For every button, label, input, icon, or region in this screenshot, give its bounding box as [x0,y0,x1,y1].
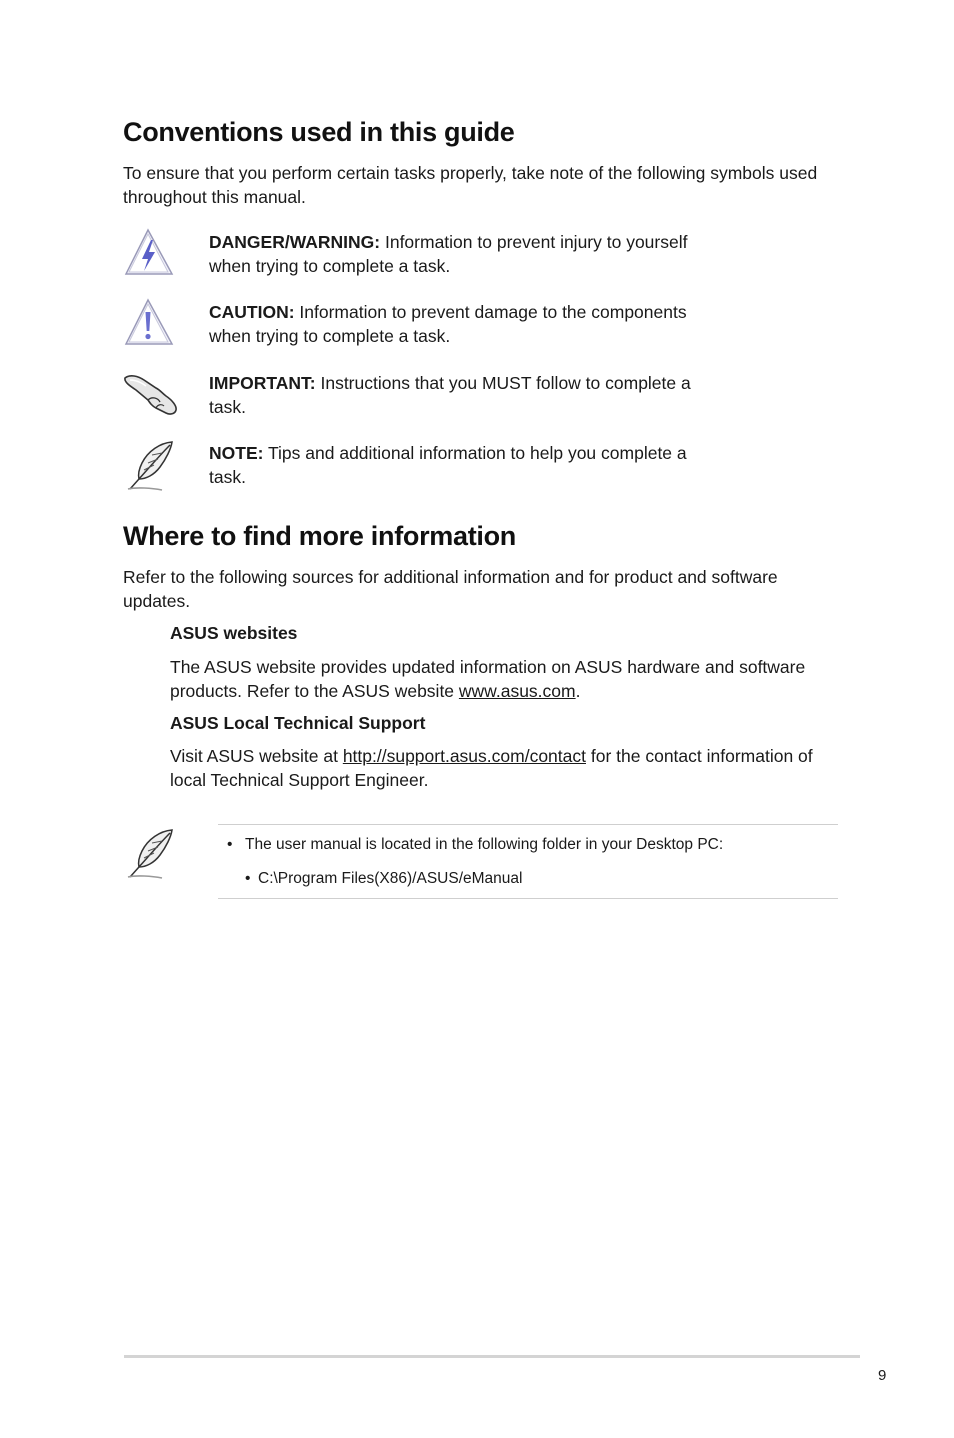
danger-warning-icon [122,226,178,282]
danger-warning-note [209,231,699,278]
local-support-heading: ASUS Local Technical Support [170,713,426,733]
bullet-dot: • [245,870,251,887]
more-info-intro: Refer to the following sources for additional information and for product and software updates. [123,567,778,611]
note-bullet-2-text: C:\Program Files(X86)/ASUS/eManual [258,870,523,887]
note-box [218,824,838,899]
note-bullet-1-text: The user manual is located in the following folder in your Desktop PC: [245,836,724,853]
asus-website-link[interactable]: www.asus.com [458,680,576,701]
asus-websites-text [170,656,830,703]
important-text: Instructions that you MUST follow to complete a task. [209,373,691,417]
local-support-text-before: Visit ASUS website at [170,746,343,766]
conventions-heading: Conventions used in this guide [123,117,515,147]
caution-text: Information to prevent damage to the components when trying to complete a task. [209,302,687,346]
conventions-intro: To ensure that you perform certain tasks properly, take note of the following symbols used throughout this manual. [123,163,818,207]
bullet-dot: • [227,836,233,853]
asus-websites-heading: ASUS websites [170,623,298,643]
note-bullet-2 [245,869,523,889]
note-feather-icon [122,437,178,493]
important-hand-icon [122,366,178,422]
important-note [209,372,699,419]
footer-rule [124,1355,860,1358]
caution-note [209,301,699,348]
important-label: IMPORTANT: [209,373,316,393]
caution-icon [122,296,178,352]
page-number: 9 [878,1367,887,1384]
note-note [209,442,699,489]
danger-warning-text: Information to prevent injury to yourself when trying to complete a task. [209,232,688,276]
note-text: Tips and additional information to help you complete a task. [209,443,687,487]
caution-label: CAUTION: [209,302,295,322]
danger-warning-label: DANGER/WARNING: [209,232,381,252]
local-support-text [170,745,830,792]
support-contact-link[interactable]: http://support.asus.com/contact [342,746,586,766]
asus-websites-text-before: The ASUS website provides updated information on ASUS hardware and software products. Refer to the ASUS website [170,657,806,701]
note-label: NOTE: [209,443,264,463]
more-info-heading: Where to find more information [123,521,516,551]
note-feather-icon [122,825,178,881]
note-bullet-1 [227,835,724,855]
asus-websites-text-after: . [575,680,581,701]
local-support-text-after: for the contact information of local Technical Support Engineer. [170,746,813,790]
